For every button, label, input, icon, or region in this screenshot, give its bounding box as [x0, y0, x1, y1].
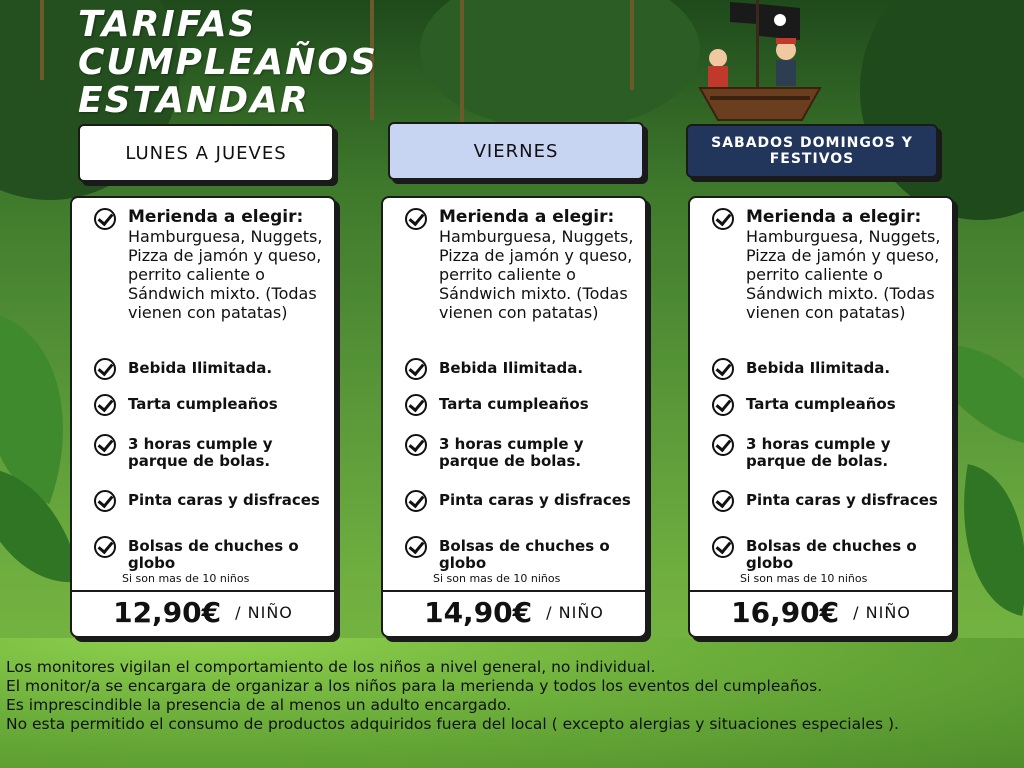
title-line-1: TARIFAS — [78, 4, 257, 45]
feature-text: Tarta cumpleaños — [439, 395, 589, 413]
check-circle-icon — [405, 434, 427, 456]
check-circle-icon — [712, 536, 734, 558]
feature-text: Bebida Ilimitada. — [128, 359, 273, 377]
price-card-viernes — [381, 196, 647, 638]
divider — [383, 590, 645, 592]
title-line-2: CUMPLEAÑOS — [78, 42, 378, 83]
meal-title: Merienda a elegir: — [746, 207, 922, 227]
price — [690, 596, 952, 629]
divider — [690, 590, 952, 592]
check-circle-icon — [94, 490, 116, 512]
feature-text: Pinta caras y disfraces — [128, 491, 320, 509]
feature-note: Si son mas de 10 niños — [433, 572, 561, 585]
title-line-3: ESTANDAR — [78, 80, 310, 121]
check-circle-icon — [405, 208, 427, 230]
header-label: SABADOS DOMINGOS Y FESTIVOS — [711, 135, 913, 167]
feature-text: Tarta cumpleaños — [128, 395, 278, 413]
meal-description: Hamburguesa, Nuggets, Pizza de jamón y queso, perrito caliente o Sándwich mixto. (Todas vienen con patatas) — [128, 227, 323, 322]
header-viernes — [388, 122, 644, 180]
check-circle-icon — [405, 358, 427, 380]
price-card-sabados — [688, 196, 954, 638]
meal-text — [439, 208, 637, 322]
feature-text: Bebida Ilimitada. — [439, 359, 584, 377]
footer-notes — [6, 658, 1020, 734]
feature-text: 3 horas cumple y parque de bolas. — [439, 435, 584, 470]
price-unit: / NIÑO — [853, 603, 911, 622]
page-title — [78, 6, 438, 120]
check-circle-icon — [405, 490, 427, 512]
meal-title: Merienda a elegir: — [128, 207, 304, 227]
footer-line: No esta permitido el consumo de productos adquiridos fuera del local ( excepto alergias y situaciones especiales ). — [6, 715, 899, 733]
check-circle-icon — [94, 394, 116, 416]
price-amount: 14,90€ — [424, 596, 533, 629]
price — [383, 596, 645, 629]
header-label: VIERNES — [473, 140, 559, 162]
header-sabados-domingos-festivos — [686, 124, 938, 178]
meal-description: Hamburguesa, Nuggets, Pizza de jamón y queso, perrito caliente o Sándwich mixto. (Todas vienen con patatas) — [439, 227, 634, 322]
footer-line: El monitor/a se encargara de organizar a los niños para la merienda y todos los eventos del cumpleaños. — [6, 677, 823, 695]
meal-description: Hamburguesa, Nuggets, Pizza de jamón y queso, perrito caliente o Sándwich mixto. (Todas vienen con patatas) — [746, 227, 941, 322]
price-amount: 16,90€ — [731, 596, 840, 629]
pirate-ship-icon — [690, 0, 830, 125]
feature-text: Bolsas de chuches o globo — [439, 537, 610, 572]
check-circle-icon — [94, 358, 116, 380]
footer-line: Los monitores vigilan el comportamiento de los niños a nivel general, no individual. — [6, 658, 656, 676]
price-amount: 12,90€ — [113, 596, 222, 629]
check-circle-icon — [712, 434, 734, 456]
feature-note: Si son mas de 10 niños — [122, 572, 250, 585]
feature-text: Bolsas de chuches o globo — [128, 537, 299, 572]
meal-text — [128, 208, 326, 322]
check-circle-icon — [94, 536, 116, 558]
price-unit: / NIÑO — [235, 603, 293, 622]
check-circle-icon — [712, 358, 734, 380]
meal-text — [746, 208, 944, 322]
feature-text: Pinta caras y disfraces — [439, 491, 631, 509]
footer-line: Es imprescindible la presencia de al menos un adulto encargado. — [6, 696, 512, 714]
check-circle-icon — [712, 490, 734, 512]
check-circle-icon — [94, 434, 116, 456]
feature-text: 3 horas cumple y parque de bolas. — [128, 435, 273, 470]
header-lunes-jueves — [78, 124, 334, 182]
feature-text: Pinta caras y disfraces — [746, 491, 938, 509]
meal-title: Merienda a elegir: — [439, 207, 615, 227]
check-circle-icon — [712, 394, 734, 416]
feature-note: Si son mas de 10 niños — [740, 572, 868, 585]
header-label: LUNES A JUEVES — [125, 142, 287, 164]
divider — [72, 590, 334, 592]
price — [72, 596, 334, 629]
feature-text: Bolsas de chuches o globo — [746, 537, 917, 572]
check-circle-icon — [405, 536, 427, 558]
price-card-lunes-jueves — [70, 196, 336, 638]
feature-text: Tarta cumpleaños — [746, 395, 896, 413]
feature-text: 3 horas cumple y parque de bolas. — [746, 435, 891, 470]
check-circle-icon — [94, 208, 116, 230]
check-circle-icon — [712, 208, 734, 230]
price-unit: / NIÑO — [546, 603, 604, 622]
feature-text: Bebida Ilimitada. — [746, 359, 891, 377]
check-circle-icon — [405, 394, 427, 416]
